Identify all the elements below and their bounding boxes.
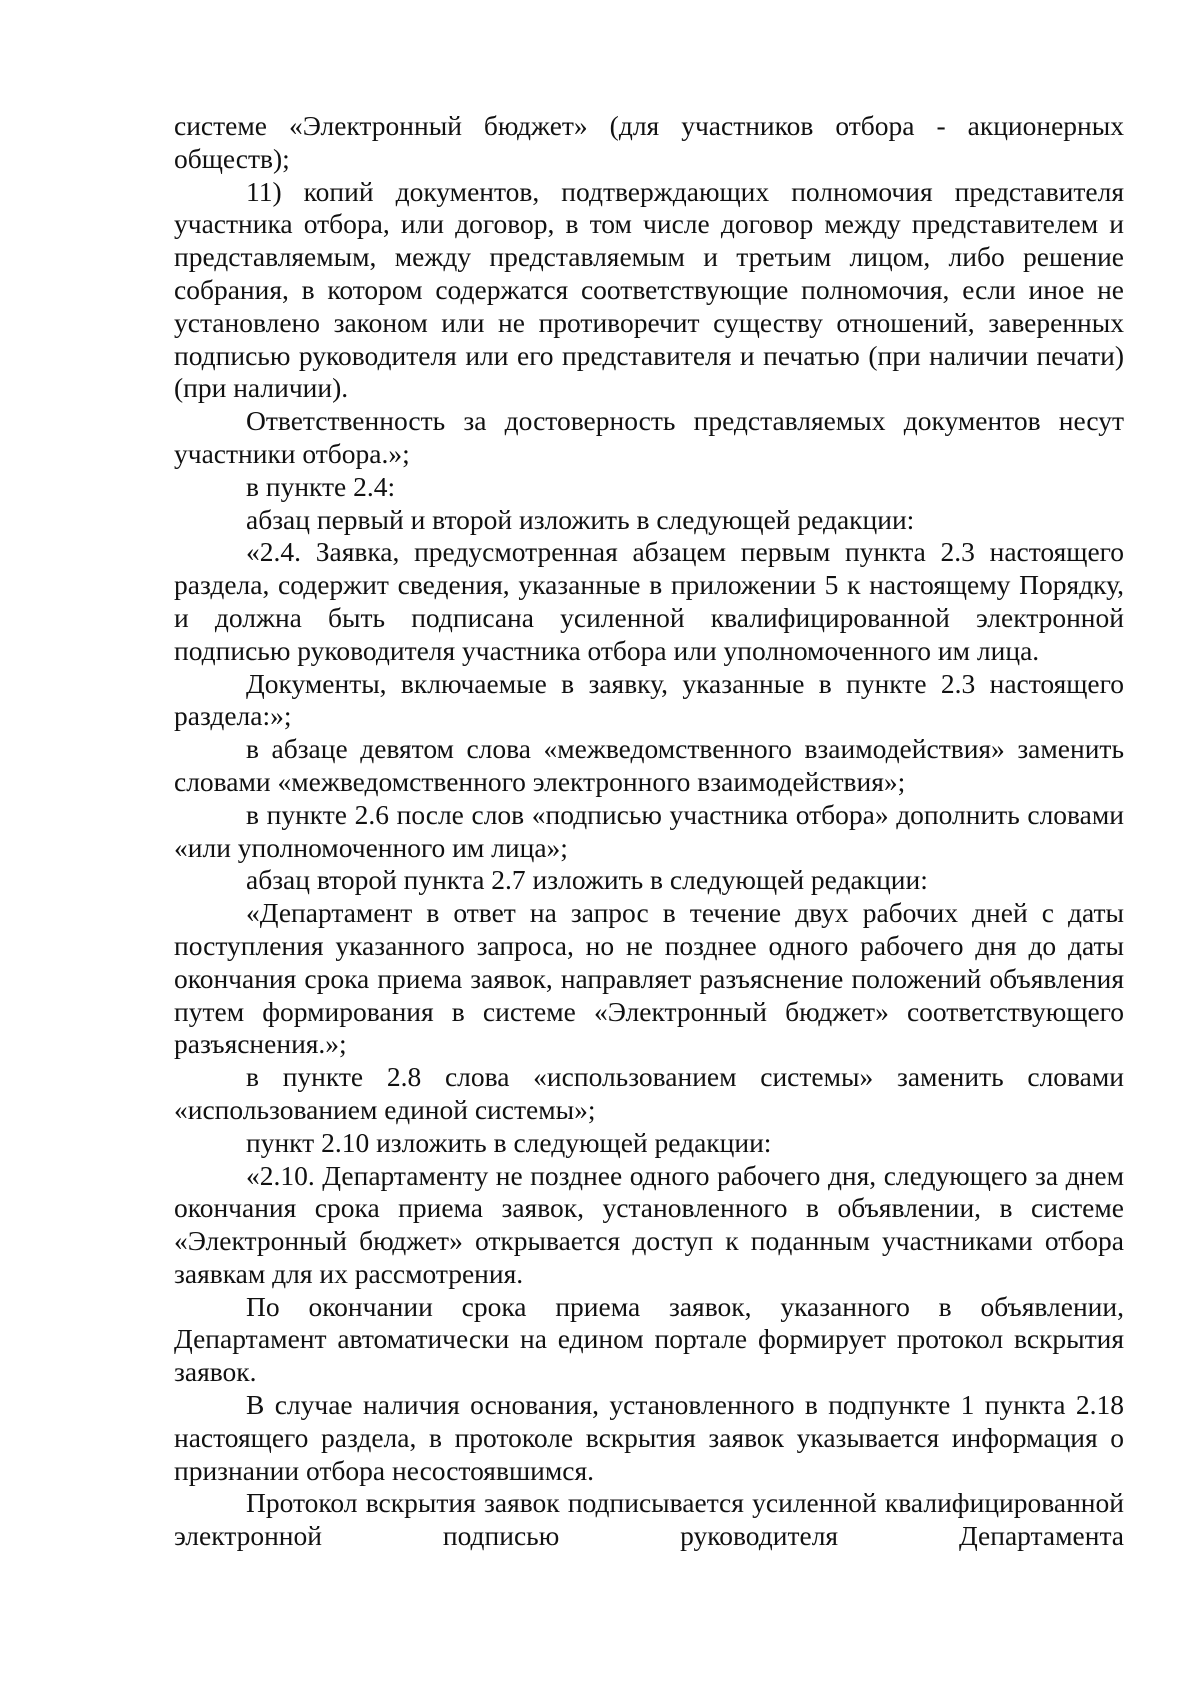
paragraph-2: 11) копий документов, подтверждающих полномочия представителя участника отбора, или договор, в том числе договор между представителем и представляемым, между представляемым и третьим лицом, либо решение собрания, в котором содержатся соответствующие полномочия, если иное не установлено законом или не противоречит существу отношений, заверенных подписью руководителя или его представителя и печатью (при наличии печати) (при наличии). [174,175,1124,404]
paragraph-16: В случае наличия основания, установленного в подпункте 1 пункта 2.18 настоящего раздела, в протоколе вскрытия заявок указывается информация о признании отбора несостоявшимся. [174,1389,1124,1486]
paragraph-5: абзац первый и второй изложить в следующей редакции: [246,503,915,535]
paragraph-6: «2.4. Заявка, предусмотренная абзацем первым пункта 2.3 настоящего раздела, содержит сведения, указанные в приложении 5 к настоящему Порядку, и должна быть подписана усиленной квалифицированной электронной подписью руководителя участника отбора или уполномоченного им лица. [174,536,1124,666]
paragraph-15: По окончании срока приема заявок, указанного в объявлении, Департамент автоматически на едином портале формирует протокол вскрытия заявок. [174,1290,1124,1388]
paragraph-3: Ответственность за достоверность представляемых документов несут участники отбора.»; [174,405,1124,469]
paragraph-13: пункт 2.10 изложить в следующей редакции: [246,1126,772,1158]
paragraph-11: «Департамент в ответ на запрос в течение двух рабочих дней с даты поступления указанного запроса, но не позднее одного рабочего дня до даты окончания срока приема заявок, направляет разъяснение положений объявления путем формирования в системе «Электронный бюджет» соответствующего разъяснения.»; [174,897,1124,1060]
paragraph-7: Документы, включаемые в заявку, указанные в пункте 2.3 настоящего раздела:»; [174,667,1124,732]
paragraph-10: абзац второй пункта 2.7 изложить в следующей редакции: [246,864,928,896]
paragraph-17: Протокол вскрытия заявок подписывается усиленной квалифицированной электронной подписью руководителя Департамента [174,1487,1124,1552]
paragraph-1: системе «Электронный бюджет» (для участников отбора - акционерных обществ); [174,110,1124,174]
paragraph-9: в пункте 2.6 после слов «подписью участника отбора» дополнить словами «или уполномоченного им лица»; [174,798,1124,863]
paragraph-4: в пункте 2.4: [246,470,396,502]
document-page [174,110,1124,1553]
paragraph-8: в абзаце девятом слова «межведомственного взаимодействия» заменить словами «межведомственного электронного взаимодействия»; [174,733,1124,797]
paragraph-12: в пункте 2.8 слова «использованием системы» заменить словами «использованием единой системы»; [174,1061,1124,1125]
paragraph-14: «2.10. Департаменту не позднее одного рабочего дня, следующего за днем окончания срока приема заявок, установленного в объявлении, в системе «Электронный бюджет» открывается доступ к поданным участниками отбора заявкам для их рассмотрения. [174,1159,1124,1289]
